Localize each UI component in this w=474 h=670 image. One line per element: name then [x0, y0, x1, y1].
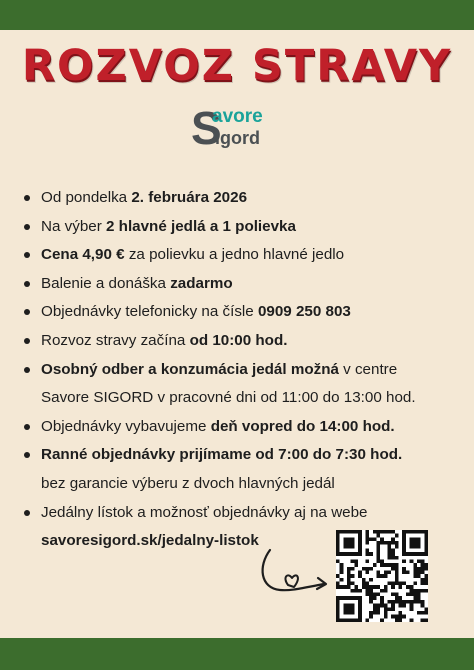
text: Objednávky vybavujeme: [41, 417, 211, 435]
bold-text: od 10:00 hod.: [189, 331, 288, 349]
bold-text: 2. februára 2026: [131, 189, 248, 206]
text: Na výber: [41, 217, 106, 235]
bullet-icon: [24, 309, 30, 315]
list-item: [22, 241, 462, 270]
text: Rozvoz stravy začína: [41, 331, 190, 349]
logo-line-2: igord: [215, 128, 260, 148]
bottom-band: [0, 638, 474, 670]
bullet-icon: [24, 367, 30, 373]
bold-text: 2 hlavné jedlá a 1 polievka: [106, 217, 296, 235]
list-item: [22, 327, 462, 356]
text: bez garancie výberu z dvoch hlavných jedál: [41, 474, 335, 492]
list-item: [22, 356, 462, 413]
text: v centre: [338, 360, 398, 378]
bullet-icon: [24, 195, 30, 201]
text: Jedálny lístok a možnosť objednávky aj na webe: [41, 503, 368, 521]
list-item: [22, 413, 462, 442]
bold-text: Cena 4,90 €: [41, 246, 125, 264]
bold-text: savoresigord.sk/jedalny-listok: [41, 532, 259, 550]
list-item-continuation: [41, 384, 462, 413]
bullet-icon: [24, 424, 30, 430]
bullet-icon: [24, 252, 30, 258]
qr-code-icon[interactable]: [336, 530, 428, 622]
bold-text: 0909 250 803: [257, 303, 351, 321]
bold-text: deň vopred do 14:00 hod.: [210, 417, 395, 435]
list-item-continuation: [41, 470, 462, 499]
top-band: [0, 0, 474, 30]
bullet-icon: [24, 510, 30, 516]
info-list: [22, 184, 462, 556]
bullet-icon: [24, 224, 30, 230]
list-item: [22, 441, 462, 498]
text: Balenie a donáška: [41, 274, 171, 292]
bold-text: zadarmo: [170, 274, 233, 292]
bold-text: Ranné objednávky prijímame od 7:00 do 7:30 hod.: [41, 446, 403, 464]
list-item: [22, 184, 462, 213]
savore-sigord-logo: [191, 102, 291, 154]
text: Objednávky telefonicky na čísle: [41, 303, 258, 321]
bullet-icon: [24, 281, 30, 287]
list-item: [22, 270, 462, 299]
text: Od pondelka: [41, 189, 132, 206]
bullet-icon: [24, 452, 30, 458]
list-item: [22, 213, 462, 242]
page-title: ROZVOZ STRAVY: [21, 41, 453, 91]
text: za polievku a jedno hlavné jedlo: [124, 246, 345, 264]
list-item: [22, 298, 462, 327]
logo-line-1: avore: [212, 106, 263, 127]
bold-text: Osobný odber a konzumácia jedál možná: [41, 360, 339, 378]
heart-arrow-icon: [258, 544, 334, 598]
logo-letter: S: [191, 102, 222, 154]
bullet-icon: [24, 338, 30, 344]
text: Savore SIGORD v pracovné dni od 11:00 do 13:00 hod.: [41, 389, 416, 407]
